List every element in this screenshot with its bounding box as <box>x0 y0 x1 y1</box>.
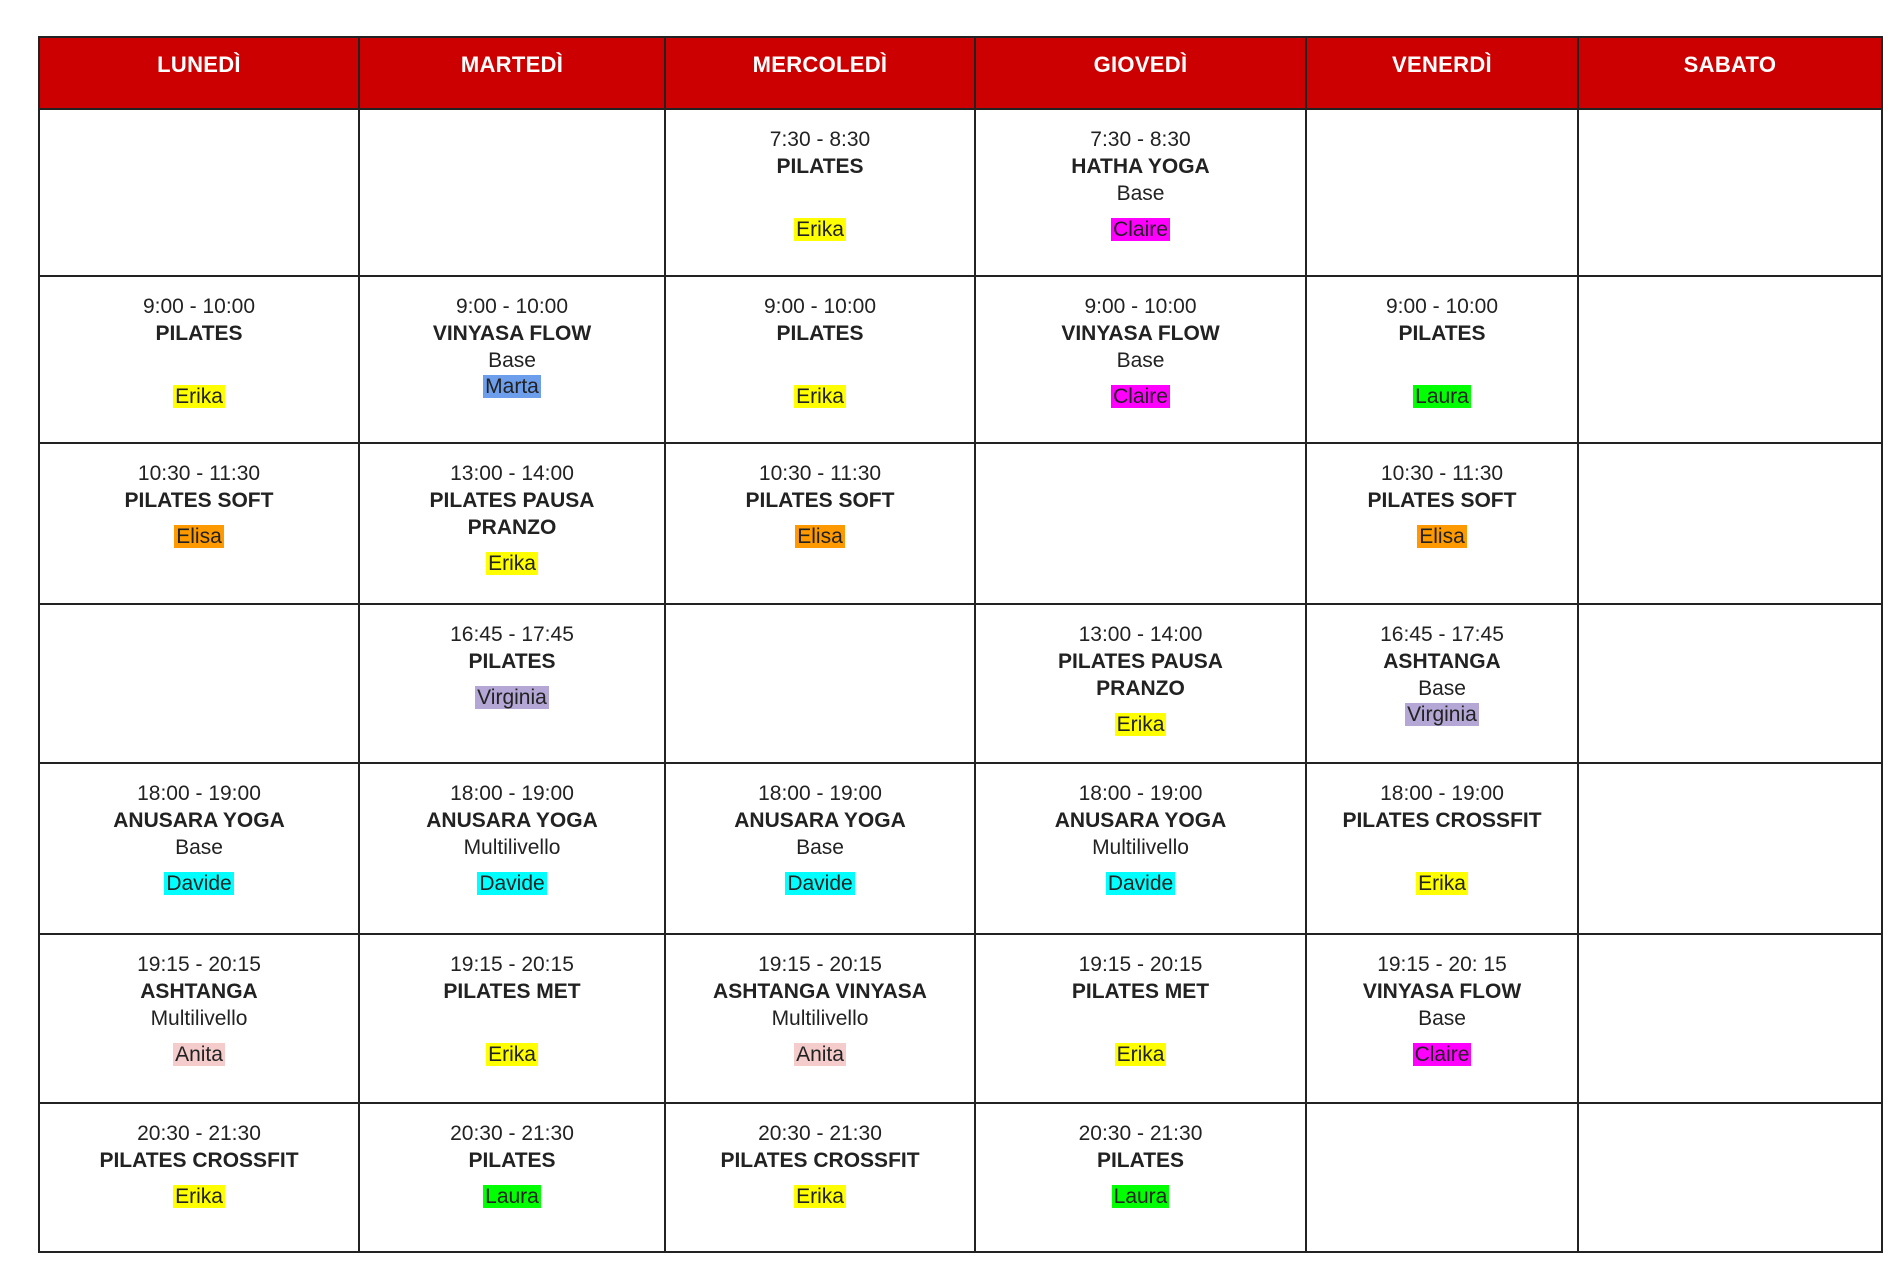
class-time: 19:15 - 20:15 <box>450 953 574 977</box>
class-cell-saturday <box>1578 276 1882 443</box>
class-cell-tuesday <box>359 934 665 1103</box>
class-name: PILATES SOFT <box>1367 488 1517 512</box>
day-header-thursday: GIOVEDÌ <box>975 37 1306 109</box>
teacher-name: Anita <box>175 1043 223 1067</box>
class-name: VINYASA FLOW <box>1061 321 1220 345</box>
time-slot-row <box>39 276 1882 443</box>
class-cell-friday <box>1306 763 1578 934</box>
time-slot-row <box>39 763 1882 934</box>
teacher-name: Virginia <box>477 685 547 709</box>
class-cell-wednesday <box>665 934 975 1103</box>
teacher-badge <box>1307 384 1577 410</box>
class-cell-wednesday <box>665 763 975 934</box>
weekly-schedule-table <box>38 36 1883 1253</box>
class-cell-wednesday <box>665 1103 975 1252</box>
class-cell-thursday <box>975 276 1306 443</box>
class-time: 20:30 - 21:30 <box>1078 1122 1203 1146</box>
class-cell-thursday <box>975 604 1306 764</box>
teacher-badge <box>666 1042 974 1068</box>
teacher-name: Erika <box>175 1185 223 1209</box>
day-header-tuesday: MARTEDÌ <box>359 37 665 109</box>
class-name: ASHTANGA VINYASA <box>713 980 927 1004</box>
class-cell-thursday <box>975 934 1306 1103</box>
class-cell-thursday <box>975 443 1306 604</box>
class-time: 19:15 - 20:15 <box>1078 953 1203 977</box>
class-time: 18:00 - 19:00 <box>1078 782 1203 806</box>
teacher-badge <box>666 524 974 550</box>
class-time: 18:00 - 19:00 <box>450 782 574 806</box>
class-name: PILATES SOFT <box>124 488 274 512</box>
class-level: Multilivello <box>150 1007 248 1031</box>
class-name: PILATES CROSSFIT <box>720 1149 920 1173</box>
class-cell-wednesday <box>665 276 975 443</box>
class-time: 9:00 - 10:00 <box>455 294 569 318</box>
schedule-body <box>39 109 1882 1252</box>
teacher-name: Davide <box>166 872 232 896</box>
teacher-badge <box>1307 1042 1577 1068</box>
class-cell-monday <box>39 763 359 934</box>
class-cell-monday <box>39 109 359 276</box>
teacher-badge <box>40 1184 358 1210</box>
class-name: ASHTANGA <box>1383 649 1501 673</box>
class-cell-monday <box>39 1103 359 1252</box>
teacher-badge <box>666 871 974 897</box>
teacher-name: Davide <box>787 872 853 896</box>
day-header-monday: LUNEDÌ <box>39 37 359 109</box>
teacher-name: Erika <box>796 218 844 241</box>
class-cell-friday <box>1306 276 1578 443</box>
teacher-badge <box>976 1184 1305 1210</box>
time-slot-row <box>39 443 1882 604</box>
class-cell-tuesday <box>359 763 665 934</box>
class-cell-tuesday <box>359 443 665 604</box>
class-time: 9:00 - 10:00 <box>1385 294 1499 318</box>
teacher-name: Laura <box>485 1185 539 1209</box>
class-time: 10:30 - 11:30 <box>1380 461 1504 485</box>
class-name: PILATES PAUSA <box>1058 649 1223 673</box>
class-cell-wednesday <box>665 604 975 764</box>
teacher-name: Davide <box>1107 872 1174 896</box>
class-cell-tuesday <box>359 109 665 276</box>
teacher-badge <box>40 871 358 897</box>
time-slot-row <box>39 934 1882 1103</box>
class-level: Multilivello <box>1092 836 1189 860</box>
class-name: PILATES SOFT <box>745 488 895 512</box>
teacher-name: Laura <box>1415 384 1469 408</box>
teacher-name: Erika <box>1418 872 1466 896</box>
class-cell-thursday <box>975 109 1306 276</box>
class-time: 18:00 - 19:00 <box>1380 782 1504 806</box>
time-slot-row <box>39 109 1882 276</box>
class-name: PILATES <box>776 155 864 178</box>
class-level: Base <box>1116 182 1165 205</box>
teacher-badge <box>40 1042 358 1068</box>
class-name: PILATES MET <box>443 980 581 1004</box>
class-time: 19:15 - 20:15 <box>137 953 261 977</box>
time-slot-row <box>39 604 1882 764</box>
class-cell-monday <box>39 934 359 1103</box>
class-name: VINYASA FLOW <box>1362 980 1522 1004</box>
teacher-name: Erika <box>1116 712 1165 736</box>
teacher-name: Erika <box>488 1043 536 1067</box>
class-time: 13:00 - 14:00 <box>450 461 574 485</box>
teacher-badge <box>360 1042 664 1068</box>
class-time: 13:00 - 14:00 <box>1078 622 1203 646</box>
class-time: 7:30 - 8:30 <box>1090 128 1191 151</box>
day-header-row <box>39 37 1882 109</box>
teacher-name: Marta <box>485 374 539 398</box>
class-cell-friday <box>1306 109 1578 276</box>
teacher-badge <box>1307 702 1577 728</box>
class-cell-tuesday <box>359 276 665 443</box>
class-time: 10:30 - 11:30 <box>137 461 261 485</box>
class-time: 16:45 - 17:45 <box>1380 622 1504 646</box>
day-header-wednesday: MERCOLEDÌ <box>665 37 975 109</box>
teacher-badge <box>40 384 358 410</box>
class-level: Base <box>488 348 536 372</box>
class-cell-tuesday <box>359 604 665 764</box>
class-level: Base <box>1116 348 1165 372</box>
teacher-name: Virginia <box>1407 702 1477 726</box>
class-cell-saturday <box>1578 443 1882 604</box>
teacher-name: Anita <box>796 1043 844 1067</box>
class-level: Multilivello <box>771 1007 869 1031</box>
teacher-badge <box>976 217 1305 243</box>
teacher-name: Davide <box>479 872 545 896</box>
class-time: 16:45 - 17:45 <box>450 622 574 646</box>
class-level: Base <box>1418 1007 1466 1031</box>
class-cell-friday <box>1306 1103 1578 1252</box>
class-cell-monday <box>39 604 359 764</box>
teacher-badge <box>976 712 1305 738</box>
teacher-name: Elisa <box>797 524 843 548</box>
class-cell-tuesday <box>359 1103 665 1252</box>
teacher-name: Laura <box>1113 1185 1168 1209</box>
class-cell-saturday <box>1578 109 1882 276</box>
teacher-name: Erika <box>796 1185 844 1209</box>
class-name: PILATES PAUSA <box>429 488 595 512</box>
class-cell-friday <box>1306 934 1578 1103</box>
teacher-badge <box>1307 871 1577 897</box>
class-name: PILATES <box>155 321 243 345</box>
class-name: PRANZO <box>467 515 557 539</box>
teacher-badge <box>1307 524 1577 550</box>
class-name: PILATES CROSSFIT <box>1342 809 1542 833</box>
class-cell-wednesday <box>665 443 975 604</box>
teacher-name: Claire <box>1113 384 1168 408</box>
teacher-name: Elisa <box>1419 524 1465 548</box>
class-time: 18:00 - 19:00 <box>758 782 882 806</box>
class-time: 9:00 - 10:00 <box>142 294 256 318</box>
class-time: 18:00 - 19:00 <box>137 782 261 806</box>
teacher-badge <box>360 685 664 711</box>
class-level: Base <box>175 836 223 860</box>
class-cell-saturday <box>1578 604 1882 764</box>
teacher-badge <box>360 374 664 400</box>
teacher-name: Claire <box>1414 1043 1470 1067</box>
day-header-friday: VENERDÌ <box>1306 37 1578 109</box>
class-name: PILATES MET <box>1071 980 1210 1004</box>
class-cell-saturday <box>1578 934 1882 1103</box>
class-cell-monday <box>39 443 359 604</box>
class-cell-wednesday <box>665 109 975 276</box>
teacher-badge <box>976 1042 1305 1068</box>
teacher-badge <box>360 551 664 577</box>
class-time: 10:30 - 11:30 <box>758 461 882 485</box>
class-cell-monday <box>39 276 359 443</box>
class-cell-thursday <box>975 763 1306 934</box>
class-level: Base <box>796 836 844 860</box>
class-cell-thursday <box>975 1103 1306 1252</box>
teacher-badge <box>666 384 974 410</box>
teacher-name: Elisa <box>176 524 222 548</box>
class-name: ANUSARA YOGA <box>1054 809 1227 833</box>
class-name: PILATES <box>1096 1149 1185 1173</box>
class-name: HATHA YOGA <box>1071 155 1210 178</box>
teacher-badge <box>40 524 358 550</box>
class-name: VINYASA FLOW <box>432 321 592 345</box>
class-time: 20:30 - 21:30 <box>450 1122 574 1146</box>
class-name: PILATES <box>776 321 864 345</box>
class-name: ANUSARA YOGA <box>734 809 906 833</box>
class-level: Multilivello <box>463 836 561 860</box>
time-slot-row <box>39 1103 1882 1252</box>
day-header-saturday: SABATO <box>1578 37 1882 109</box>
class-name: PILATES <box>1398 321 1486 345</box>
class-cell-friday <box>1306 443 1578 604</box>
teacher-badge <box>360 871 664 897</box>
class-level: Base <box>1418 676 1466 700</box>
class-time: 9:00 - 10:00 <box>763 294 877 318</box>
teacher-badge <box>666 1184 974 1210</box>
teacher-badge <box>976 384 1305 410</box>
class-time: 19:15 - 20:15 <box>758 953 882 977</box>
class-name: ANUSARA YOGA <box>426 809 598 833</box>
class-time: 20:30 - 21:30 <box>137 1122 261 1146</box>
class-cell-saturday <box>1578 763 1882 934</box>
class-name: PILATES CROSSFIT <box>99 1149 299 1173</box>
class-time: 9:00 - 10:00 <box>1084 294 1197 318</box>
teacher-name: Erika <box>488 551 536 575</box>
class-name: ASHTANGA <box>140 980 258 1004</box>
class-name: PILATES <box>468 1149 556 1173</box>
teacher-badge <box>666 217 974 243</box>
class-time: 7:30 - 8:30 <box>769 128 871 151</box>
class-name: PRANZO <box>1096 676 1185 700</box>
class-cell-friday <box>1306 604 1578 764</box>
teacher-badge <box>360 1184 664 1210</box>
class-name: PILATES <box>468 649 556 673</box>
class-time: 20:30 - 21:30 <box>758 1122 882 1146</box>
class-cell-saturday <box>1578 1103 1882 1252</box>
teacher-badge <box>976 871 1305 897</box>
teacher-name: Claire <box>1113 218 1168 241</box>
class-name: ANUSARA YOGA <box>113 809 285 833</box>
class-time: 19:15 - 20: 15 <box>1377 953 1507 977</box>
teacher-name: Erika <box>175 384 223 408</box>
teacher-name: Erika <box>1116 1043 1165 1067</box>
teacher-name: Erika <box>796 384 844 408</box>
